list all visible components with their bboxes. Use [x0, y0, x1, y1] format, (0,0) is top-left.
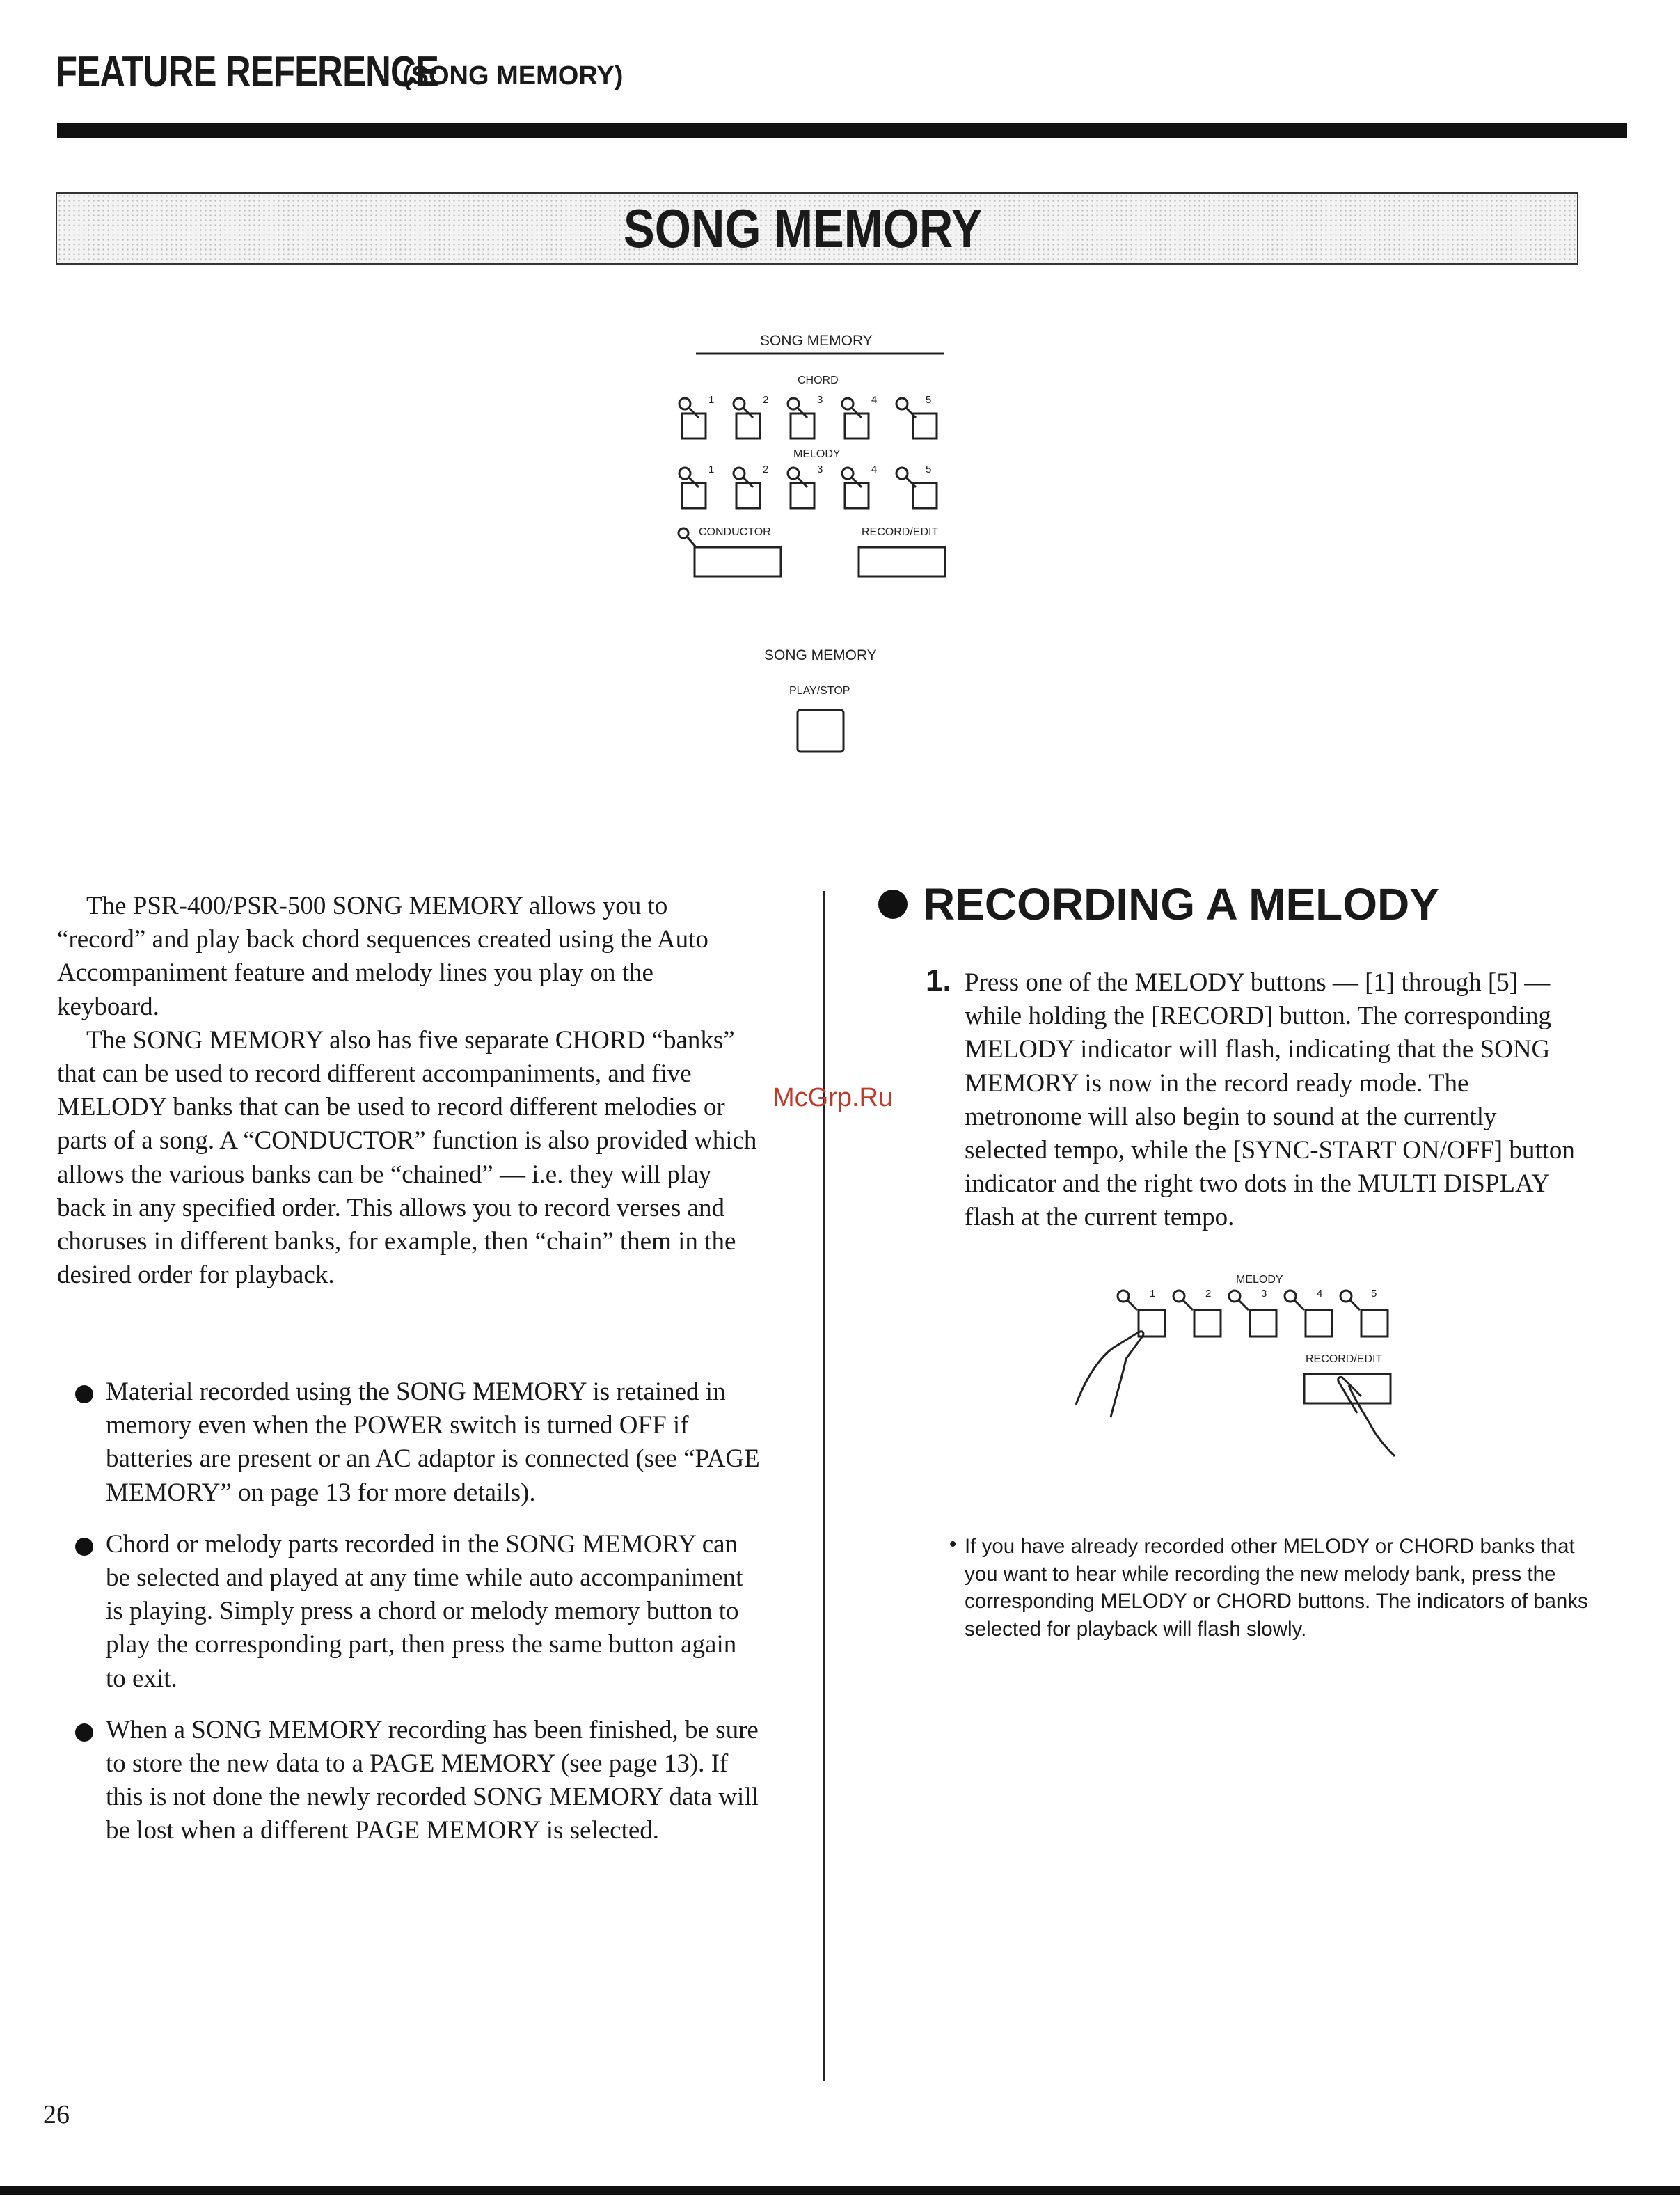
melody-number-5: 5 — [926, 464, 932, 475]
play-group-label: SONG MEMORY — [764, 647, 877, 663]
illus-melody-button-3 — [1229, 1291, 1276, 1336]
illus-number-2: 2 — [1205, 1288, 1212, 1300]
page-number: 26 — [43, 2100, 70, 2129]
illus-number-3: 3 — [1261, 1288, 1267, 1300]
intro-paragraph-2: The SONG MEMORY also has five separate CHORD “banks” that can be used to record different accompaniments, and five MELODY banks that can be used to record different melodies or parts of a song. A “CONDUCTOR” function is also provided which allows the various banks can be “chained” — i.e. they will play back in any specified order. This allows you to record verses and choruses in different banks, for example, then “chain” them in the desired order for playback. — [57, 1025, 757, 1290]
note-item-2: Chord or melody parts recorded in the SONG MEMORY can be selected and played at any time while auto accompaniment is playing. Simply press a chord or melody memory button to play the corresponding part, then press the same button again to exit. — [72, 1528, 761, 1696]
chord-number-5: 5 — [926, 394, 932, 406]
melody-number-2: 2 — [763, 464, 769, 475]
panel-melody-label: MELODY — [793, 448, 841, 460]
section-header-subtitle: (SONG MEMORY) — [402, 61, 624, 90]
illus-melody-button-2 — [1173, 1291, 1221, 1336]
chord-number-3: 3 — [817, 394, 823, 406]
step-text: Press one of the MELODY buttons — [1] through [5] — while holding the [RECORD] button. The corresponding MELODY indicator will flash, indicating that the SONG MEMORY is now in the record ready mode. The metronome will also begin to sound at the currently selected tempo, while the [SYNC-START ON/OFF] button indicator and the right two dots in the MULTI DISPLAY flash at the current tempo. — [965, 968, 1575, 1232]
illus-number-4: 4 — [1317, 1288, 1323, 1300]
illus-number-1: 1 — [1150, 1288, 1156, 1300]
play-stop-label: PLAY/STOP — [789, 685, 850, 697]
recording-note: If you have already recorded other MELODY or CHORD banks that you want to hear while recording the new melody bank, press the corresponding MELODY or CHORD buttons. The indicators of banks selected for playback will flash slowly. — [965, 1535, 1588, 1641]
note-item-1: Material recorded using the SONG MEMORY is retained in memory even when the POWER switch is turned OFF if batteries are present or an AC adaptor is connected (see “PAGE MEMORY” on page 13 for more details). — [72, 1375, 761, 1510]
record-edit-label: RECORD/EDIT — [862, 526, 939, 538]
left-hand-icon — [1076, 1332, 1143, 1417]
intro-paragraph-1: The PSR-400/PSR-500 SONG MEMORY allows you to “record” and play back chord sequences created using the Auto Accompaniment feature and melody lines you play on the keyboard. — [57, 892, 708, 1021]
melody-number-3: 3 — [817, 464, 823, 475]
melody-number-1: 1 — [708, 464, 715, 475]
step-number: 1. — [926, 963, 951, 997]
note-item-3: When a SONG MEMORY recording has been finished, be sure to store the new data to a PAGE MEMORY (see page 13). If this is not done the newly recorded SONG MEMORY data will be lost when a different PAGE MEMORY is selected. — [72, 1714, 761, 1848]
chord-number-4: 4 — [871, 394, 878, 406]
illus-record-edit-label: RECORD/EDIT — [1306, 1353, 1383, 1365]
illus-melody-label: MELODY — [1236, 1274, 1283, 1286]
illus-melody-button-5 — [1340, 1291, 1388, 1336]
conductor-label: CONDUCTOR — [699, 526, 771, 538]
right-hand-icon — [1338, 1377, 1395, 1456]
illus-number-5: 5 — [1371, 1288, 1377, 1300]
chord-number-1: 1 — [708, 394, 715, 406]
panel-group-label: SONG MEMORY — [760, 333, 873, 349]
section-banner-title: SONG MEMORY — [624, 197, 983, 259]
illus-record-edit-button — [1304, 1374, 1390, 1403]
illus-melody-button-1 — [1118, 1291, 1165, 1336]
note-bullet: • — [949, 1533, 957, 1556]
recording-heading-text: RECORDING A MELODY — [923, 879, 1439, 929]
panel-chord-label: CHORD — [798, 374, 839, 386]
illus-melody-button-4 — [1285, 1291, 1332, 1336]
chord-number-2: 2 — [763, 394, 769, 406]
footer-rule — [0, 2186, 1680, 2195]
melody-number-4: 4 — [871, 464, 878, 475]
section-header-title: FEATURE REFERENCE — [56, 48, 439, 96]
watermark: McGrp.Ru — [772, 1083, 894, 1112]
